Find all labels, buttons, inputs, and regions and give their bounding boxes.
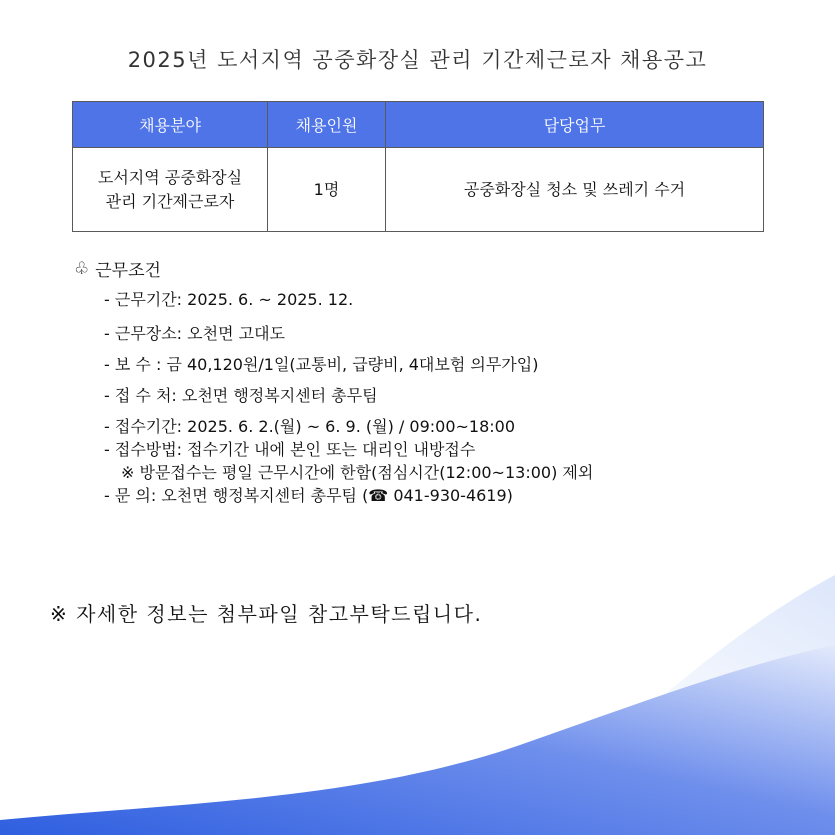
attachment-notice: ※ 자세한 정보는 첨부파일 참고부탁드립니다.	[50, 602, 483, 626]
club-icon: ♧	[74, 258, 90, 279]
cell-count: 1명	[268, 148, 386, 232]
conditions-heading-label: 근무조건	[95, 261, 161, 281]
condition-period: - 근무기간: 2025. 6. ~ 2025. 12.	[104, 290, 354, 309]
condition-reception-period: - 접수기간: 2025. 6. 2.(월) ~ 6. 9. (월) / 09:00~18:00	[104, 417, 516, 436]
condition-pay: - 보 수 : 금 40,120원/1일(교통비, 급량비, 4대보험 의무가입)	[104, 355, 539, 374]
table-header-row	[73, 102, 764, 148]
page-title: 2025년 도서지역 공중화장실 관리 기간제근로자 채용공고	[127, 48, 708, 72]
header-count: 채용인원	[268, 102, 386, 148]
table-row	[73, 148, 764, 232]
recruitment-table	[72, 101, 764, 232]
condition-method-note: ※ 방문접수는 평일 근무시간에 한함(점심시간(12:00~13:00) 제외	[121, 463, 594, 482]
condition-reception-office: - 접 수 처: 오천면 행정복지센터 총무팀	[104, 386, 378, 405]
field-line-2: 관리 기간제근로자	[105, 191, 235, 211]
condition-inquiry: - 문 의: 오천면 행정복지센터 총무팀 (☎ 041-930-4619)	[104, 486, 513, 505]
field-line-1: 도서지역 공중화장실	[97, 167, 243, 187]
header-field: 채용분야	[73, 102, 268, 148]
condition-location: - 근무장소: 오천면 고대도	[104, 324, 285, 343]
decorative-wave	[0, 575, 835, 835]
cell-field	[73, 148, 268, 232]
header-duty: 담당업무	[386, 102, 764, 148]
conditions-heading	[74, 256, 161, 281]
cell-duty: 공중화장실 청소 및 쓰레기 수거	[386, 148, 764, 232]
condition-reception-method: - 접수방법: 접수기간 내에 본인 또는 대리인 내방접수	[104, 440, 476, 459]
